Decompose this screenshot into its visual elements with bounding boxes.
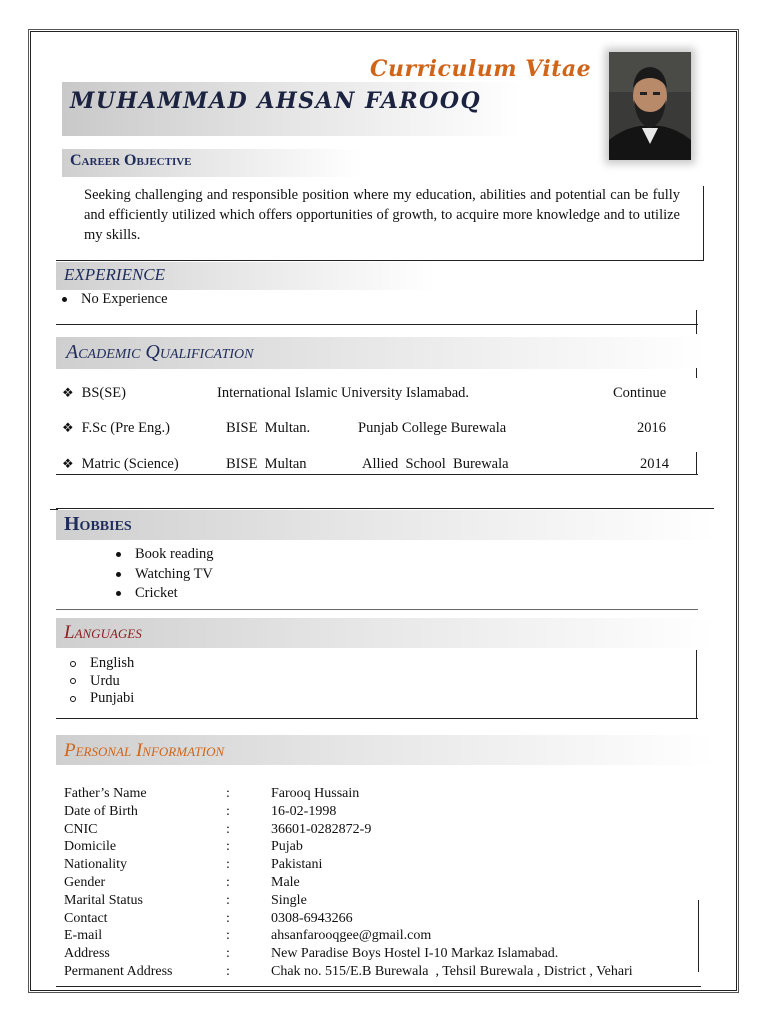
personal-info-value: New Paradise Boys Hostel I-10 Markaz Islamabad. bbox=[271, 946, 559, 962]
circle-bullet-icon bbox=[70, 696, 76, 702]
circle-bullet-icon bbox=[70, 678, 76, 684]
languages-right-rule bbox=[696, 650, 697, 718]
personal-info-row bbox=[64, 857, 704, 875]
cv-title: Curriculum Vitae bbox=[370, 56, 592, 82]
academic-board: BISE Multan bbox=[226, 456, 307, 472]
personal-info-row bbox=[64, 822, 704, 840]
experience-item bbox=[62, 289, 168, 309]
personal-info-row bbox=[64, 893, 704, 911]
languages-list bbox=[70, 655, 134, 708]
personal-info-label: CNIC bbox=[64, 821, 98, 837]
languages-heading: Languages bbox=[64, 622, 142, 643]
language-text: English bbox=[90, 655, 135, 671]
bullet-icon bbox=[116, 591, 121, 596]
personal-info-label: Gender bbox=[64, 875, 106, 890]
career-objective-text: Seeking challenging and responsible position where my education, abilities and potential can be fully and efficiently utilized which offers opportunities of growth, to acquire more knowledge and to utilize my skills. bbox=[84, 187, 680, 243]
hobbies-top-rule bbox=[56, 508, 714, 509]
academic-degree: F.Sc (Pre Eng.) bbox=[81, 420, 170, 436]
personal-info-row bbox=[64, 928, 704, 946]
personal-info-colon: : bbox=[226, 892, 230, 908]
hobby-item bbox=[116, 565, 214, 585]
experience-right-rule bbox=[696, 310, 697, 334]
language-item bbox=[70, 673, 134, 691]
personal-info-colon: : bbox=[226, 946, 230, 962]
personal-info-colon: : bbox=[226, 910, 230, 926]
personal-info-label: E-mail bbox=[64, 928, 103, 944]
personal-info-row bbox=[64, 875, 704, 893]
personal-info-label: Date of Birth bbox=[64, 803, 138, 819]
personal-info-label: Marital Status bbox=[64, 892, 143, 908]
personal-info-row bbox=[64, 804, 704, 822]
academic-year: Continue bbox=[613, 385, 667, 401]
academic-degree: BS(SE) bbox=[81, 385, 126, 401]
languages-bottom-rule bbox=[56, 718, 698, 719]
hobbies-list bbox=[116, 545, 214, 604]
academic-institute: Allied School Burewala bbox=[362, 456, 509, 472]
experience-heading: EXPERIENCE bbox=[64, 265, 166, 284]
language-item bbox=[70, 690, 134, 708]
career-objective-heading: Career Objective bbox=[70, 152, 192, 169]
diamond-bullet-icon: ❖ bbox=[62, 385, 74, 400]
personal-info-value: Pakistani bbox=[271, 857, 323, 873]
hobby-text: Book reading bbox=[135, 546, 214, 562]
academic-board: International Islamic University Islamabad. bbox=[217, 385, 470, 401]
academic-right-tick bbox=[696, 368, 697, 378]
personal-info-label: Contact bbox=[64, 910, 108, 926]
personal-info-colon: : bbox=[226, 875, 230, 890]
personal-info-row bbox=[64, 911, 704, 929]
bullet-icon bbox=[62, 297, 67, 302]
personal-info-label: Permanent Address bbox=[64, 964, 173, 979]
personal-info-colon: : bbox=[226, 786, 230, 801]
personal-bottom-rule bbox=[56, 986, 701, 987]
personal-info-value: Pujab bbox=[271, 839, 303, 855]
bullet-icon bbox=[116, 552, 121, 557]
personal-info-colon: : bbox=[226, 964, 230, 979]
hobby-text: Cricket bbox=[135, 585, 178, 601]
personal-info-row bbox=[64, 786, 704, 804]
personal-right-rule bbox=[698, 900, 699, 972]
language-text: Punjabi bbox=[90, 690, 135, 706]
diamond-bullet-icon: ❖ bbox=[62, 456, 74, 471]
hobbies-band bbox=[56, 510, 716, 540]
profile-photo-image bbox=[609, 52, 691, 160]
academic-right-rule bbox=[696, 452, 697, 474]
personal-info-label: Nationality bbox=[64, 857, 127, 873]
personal-info-value: 36601-0282872-9 bbox=[271, 821, 372, 837]
hobby-text: Watching TV bbox=[135, 565, 213, 582]
personal-info-colon: : bbox=[226, 857, 230, 873]
experience-bottom-rule bbox=[56, 324, 698, 325]
academic-bottom-rule bbox=[56, 474, 698, 475]
personal-info-value: 0308-6943266 bbox=[271, 910, 353, 926]
diamond-bullet-icon: ❖ bbox=[62, 420, 74, 435]
personal-info-value: Male bbox=[271, 875, 300, 890]
personal-info-value: Farooq Hussain bbox=[271, 786, 360, 801]
objective-bottom-rule bbox=[56, 260, 704, 261]
hobbies-bottom-rule bbox=[56, 609, 698, 610]
language-text: Urdu bbox=[90, 672, 120, 689]
personal-info-value: 16-02-1998 bbox=[271, 803, 337, 819]
personal-heading: Personal Information bbox=[64, 740, 225, 761]
academic-year: 2016 bbox=[637, 420, 666, 436]
personal-info-colon: : bbox=[226, 803, 230, 819]
personal-info-label: Domicile bbox=[64, 839, 117, 855]
hobbies-heading: Hobbies bbox=[64, 513, 132, 535]
personal-info-value: Chak no. 515/E.B Burewala , Tehsil Burewala , District , Vehari bbox=[271, 964, 633, 979]
academic-row bbox=[62, 418, 682, 438]
candidate-name: MUHAMMAD AHSAN FAROOQ bbox=[70, 88, 482, 114]
personal-info-row bbox=[64, 839, 704, 857]
personal-info-label: Address bbox=[64, 946, 110, 962]
academic-board: BISE Multan. bbox=[226, 420, 311, 436]
personal-info-row bbox=[64, 946, 704, 964]
languages-band bbox=[56, 618, 716, 648]
academic-row bbox=[62, 383, 682, 403]
profile-photo bbox=[609, 52, 691, 160]
personal-info-label: Father’s Name bbox=[64, 786, 147, 801]
experience-item-text: No Experience bbox=[81, 291, 168, 307]
academic-degree: Matric (Science) bbox=[81, 456, 179, 472]
academic-row bbox=[62, 454, 682, 474]
bullet-icon bbox=[116, 572, 121, 577]
circle-bullet-icon bbox=[70, 661, 76, 667]
objective-right-rule bbox=[703, 186, 704, 260]
academic-institute: Punjab College Burewala bbox=[358, 420, 507, 436]
hobby-item bbox=[116, 545, 214, 565]
academic-heading: Academic Qualification bbox=[66, 341, 254, 363]
language-item bbox=[70, 655, 134, 673]
hobby-item bbox=[116, 584, 214, 604]
personal-info-value: Single bbox=[271, 892, 307, 908]
academic-year: 2014 bbox=[640, 456, 669, 472]
personal-info-row bbox=[64, 964, 704, 982]
personal-info-colon: : bbox=[226, 821, 230, 837]
personal-info-colon: : bbox=[226, 839, 230, 855]
personal-info-colon: : bbox=[226, 928, 230, 944]
personal-info-value: ahsanfarooqgee@gmail.com bbox=[271, 928, 432, 944]
